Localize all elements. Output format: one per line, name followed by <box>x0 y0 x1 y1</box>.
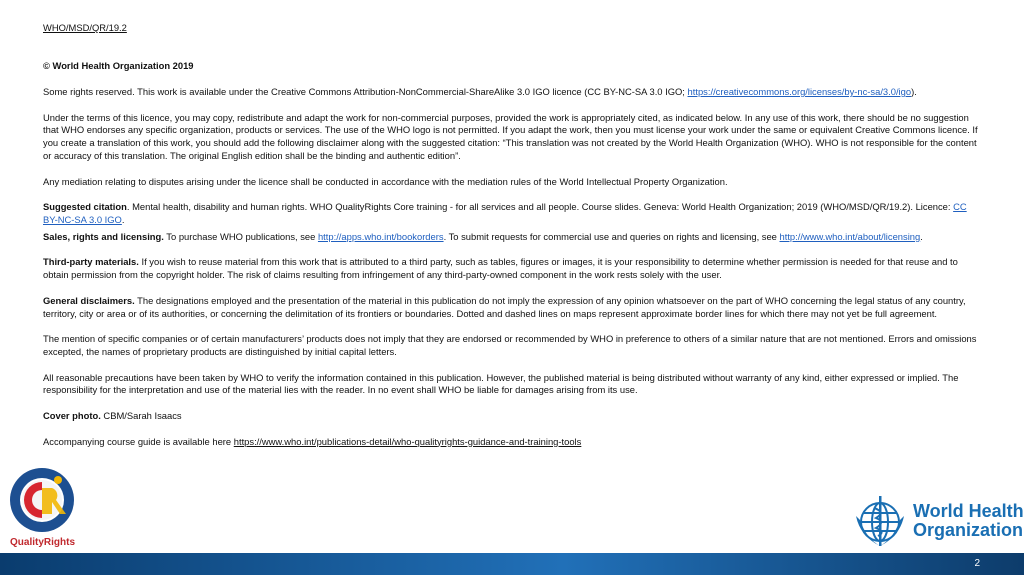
sales-label: Sales, rights and licensing. <box>43 230 164 242</box>
guide-text: Accompanying course guide is available here <box>43 435 234 447</box>
guide-paragraph <box>43 436 983 449</box>
licence-link[interactable]: https://creativecommons.org/licenses/by-nc-sa/3.0/igo <box>687 85 912 97</box>
rights-text: Some rights reserved. This work is available under the Creative Commons Attribution-NonCommercial-ShareAlike 3.0 IGO licence (CC BY-NC-SA 3.0 IGO; <box>43 85 688 97</box>
citation-text: . Mental health, disability and human rights. WHO QualityRights Core training - for all services and all people. Course slides. Geneva: World Health Organization; 2019 (WHO/MSD/QR/19.2). Licence: <box>126 201 954 213</box>
rights-paragraph <box>43 86 983 99</box>
guide-link[interactable]: https://www.who.int/publications-detail/who-qualityrights-guidance-and-training-tools <box>233 435 582 447</box>
page-number: 2 <box>974 558 980 569</box>
sales-text-2: . To submit requests for commercial use and queries on rights and licensing, see <box>443 230 780 242</box>
general-disclaimers-text: The designations employed and the presentation of the material in this publication do not imply the expression of any opinion whatsoever on the part of WHO concerning the legal status of any country, territory, city or area or of its authorities, or concerning the delimitation of its frontiers or boundaries. Dotted and dashed lines on maps represent approximate border lines for which there may not yet be full agreement. <box>43 294 966 319</box>
terms-paragraph: Under the terms of this licence, you may copy, redistribute and adapt the work for non-commercial purposes, provided the work is appropriately cited, as indicated below. In any use of this work, there should be no suggestion that WHO endorses any specific organization, products or services. The use of the WHO logo is not permitted. If you adapt the work, then you must license your work under the same or equivalent Creative Commons licence. If you create a translation of this work, you should add the following disclaimer along with the suggested citation: “This translation was not created by the World Health Organization (WHO). WHO is not responsible for the content or accuracy of this translation. The original English edition shall be the binding and authentic edition”. <box>43 111 978 161</box>
general-disclaimers-paragraph <box>43 295 983 321</box>
mediation-paragraph: Any mediation relating to disputes arising under the licence shall be conducted in accordance with the mediation rules of the World Intellectual Property Organization. <box>43 175 728 187</box>
cover-photo-paragraph <box>43 410 983 423</box>
sales-paragraph <box>43 231 983 244</box>
citation-paragraph <box>43 201 983 227</box>
citation-licence-link[interactable]: CC BY-NC-SA 3.0 IGO <box>43 201 967 225</box>
rights-end: ). <box>911 85 917 97</box>
copyright-page <box>43 22 983 448</box>
who-wordmark <box>913 502 1024 540</box>
mention-paragraph: The mention of specific companies or of certain manufacturers’ products does not imply that they are endorsed or recommended by WHO in preference to others of a similar nature that are not mentioned. Errors and omissions excepted, the names of proprietary products are distinguished by initial capital letters. <box>43 333 977 357</box>
citation-end: . <box>121 213 125 225</box>
cover-photo-credit: CBM/Sarah Isaacs <box>100 409 182 421</box>
bookorders-link[interactable]: http://apps.who.int/bookorders <box>317 230 444 242</box>
third-party-label: Third-party materials. <box>43 256 139 268</box>
licensing-link[interactable]: http://www.who.int/about/licensing <box>779 230 921 242</box>
sales-text: To purchase WHO publications, see <box>163 230 318 242</box>
copyright-line <box>43 60 983 73</box>
who-wordmark-line2: Organization <box>913 520 1024 540</box>
who-wordmark-line1: World Health <box>913 501 1024 521</box>
precautions-paragraph: All reasonable precautions have been taken by WHO to verify the information contained in this publication. However, the published material is being distributed without warranty of any kind, either expressed or implied. The responsibility for the interpretation and use of the material lies with the reader. In no event shall WHO be liable for damages arising from its use. <box>43 371 959 396</box>
general-disclaimers-label: General disclaimers. <box>43 294 135 306</box>
footer-bar <box>0 553 1024 575</box>
third-party-text: If you wish to reuse material from this work that is attributed to a third party, such as tables, figures or images, it is your responsibility to determine whether permission is needed for that reuse and to obtain permission from the copyright holder. The risk of claims resulting from infringement of any third-party-owned component in the work rests solely with the user. <box>43 256 958 281</box>
cover-photo-label: Cover photo. <box>43 409 101 421</box>
third-party-paragraph <box>43 256 983 282</box>
document-reference: WHO/MSD/QR/19.2 <box>43 22 127 33</box>
copyright-text: © World Health Organization 2019 <box>43 60 194 72</box>
citation-label: Suggested citation <box>43 201 127 213</box>
qualityrights-label: QualityRights <box>10 537 76 548</box>
sales-end: . <box>920 230 923 242</box>
